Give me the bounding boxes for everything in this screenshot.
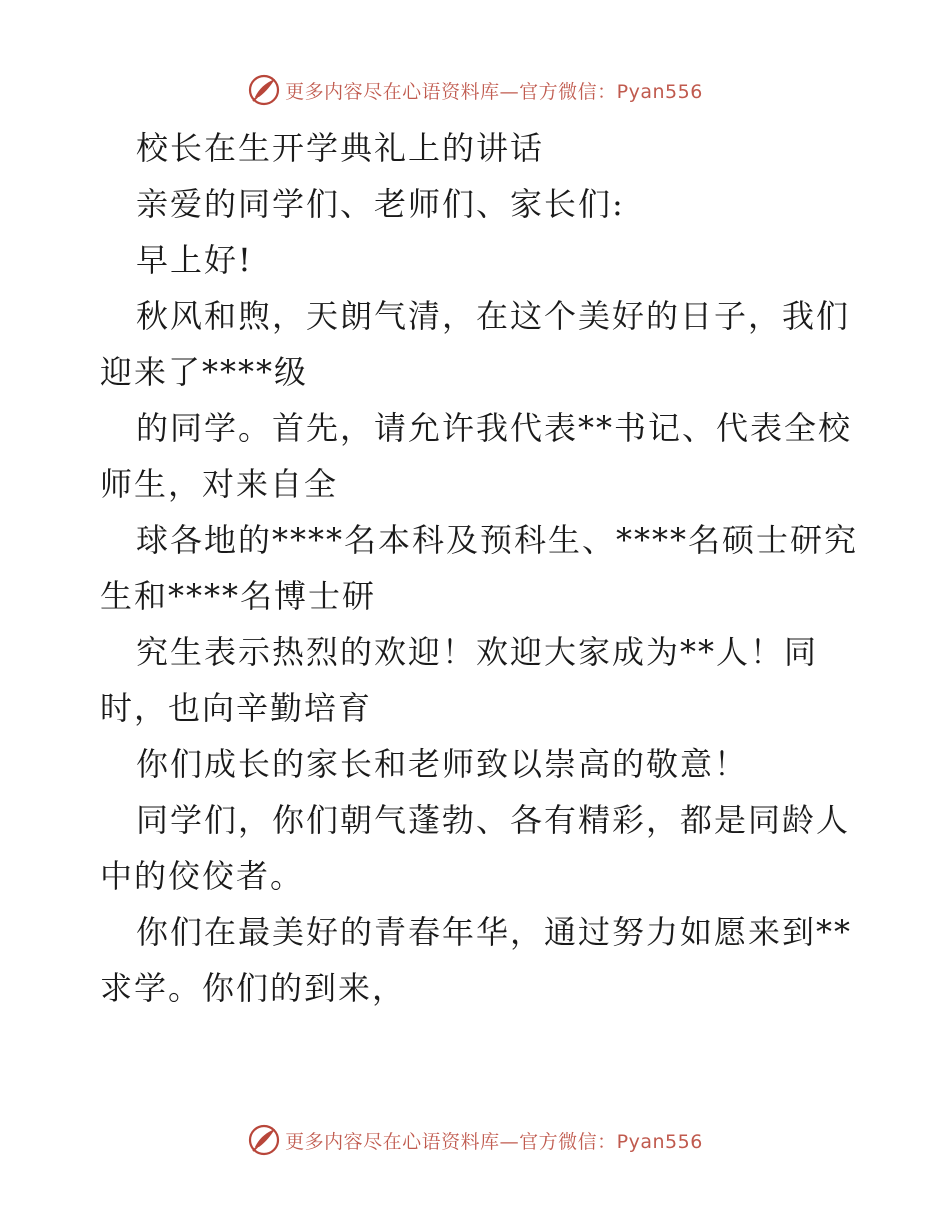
paragraph-line: 师生，对来自全	[100, 465, 339, 503]
paragraph-line: 你们成长的家长和老师致以崇高的敬意！	[136, 745, 749, 783]
paragraph-line: 的同学。首先，请允许我代表**书记、代表全校	[136, 409, 853, 447]
paragraph-line: 生和****名博士研	[100, 577, 377, 615]
quill-pen-logo-icon	[247, 73, 281, 107]
greeting: 早上好!	[136, 241, 253, 279]
paragraph-line: 中的佼佼者。	[100, 857, 305, 895]
paragraph-line: 究生表示热烈的欢迎！欢迎大家成为**人！同	[136, 633, 819, 671]
footer-wechat-id: Pyan556	[616, 1130, 703, 1153]
paragraph-line: 同学们，你们朝气蓬勃、各有精彩，都是同龄人	[136, 801, 851, 839]
document-title: 校长在生开学典礼上的讲话	[136, 129, 545, 167]
header-banner	[0, 70, 950, 110]
footer-banner	[0, 1120, 950, 1160]
salutation: 亲爱的同学们、老师们、家长们:	[136, 185, 625, 223]
paragraph-line: 求学。你们的到来，	[100, 969, 407, 1007]
paragraph-line: 秋风和煦，天朗气清，在这个美好的日子，我们	[136, 297, 851, 335]
header-wechat-id: Pyan556	[616, 80, 703, 103]
footer-banner-text: 更多内容尽在心语资料库—官方微信：Pyan556	[285, 1130, 703, 1153]
paragraph-line: 迎来了****级	[100, 353, 309, 391]
paragraph-line: 你们在最美好的青春年华，通过努力如愿来到**	[136, 913, 853, 951]
header-banner-text: 更多内容尽在心语资料库—官方微信：Pyan556	[285, 80, 703, 103]
paragraph-line: 时，也向辛勤培育	[100, 689, 373, 727]
document-body	[100, 120, 860, 1016]
quill-pen-logo-icon	[247, 1123, 281, 1157]
paragraph-line: 球各地的****名本科及预科生、****名硕士研究	[136, 521, 859, 559]
